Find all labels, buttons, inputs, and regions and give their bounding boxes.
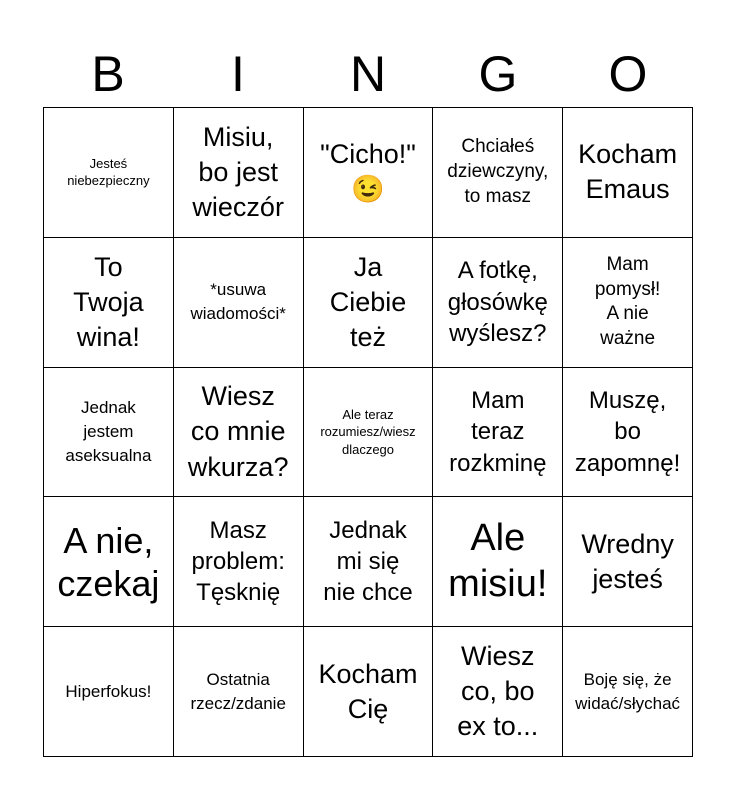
bingo-cell[interactable] — [563, 108, 693, 238]
cell-text: Ale teraz rozumiesz/wiesz dlaczego — [320, 406, 416, 457]
cell-text: To Twoja wina! — [73, 251, 144, 352]
bingo-cell[interactable] — [563, 497, 693, 627]
bingo-cell[interactable] — [563, 368, 693, 498]
bingo-cell[interactable] — [174, 368, 304, 498]
bingo-cell[interactable] — [563, 238, 693, 368]
cell-text: Masz problem: Tęsknię — [191, 517, 285, 607]
cell-text: Wredny jesteś — [581, 528, 674, 594]
cell-text: "Cicho!" 😉 — [320, 139, 416, 205]
cell-text: A nie, czekaj — [57, 519, 160, 604]
cell-text: Hiperfokus! — [65, 681, 152, 701]
bingo-cell[interactable] — [433, 238, 563, 368]
cell-text: Wiesz co mnie wkurza? — [187, 381, 289, 482]
cell-text: Ale misiu! — [448, 517, 548, 605]
bingo-cell[interactable] — [44, 238, 174, 368]
cell-text: Ostatnia rzecz/zdanie — [190, 669, 286, 713]
header-letter-n: N — [349, 46, 387, 102]
cell-text: Boję się, że widać/słychać — [575, 669, 681, 713]
bingo-cell[interactable] — [433, 497, 563, 627]
bingo-cell[interactable] — [174, 238, 304, 368]
bingo-cell[interactable] — [44, 627, 174, 757]
cell-text: Jednak jestem aseksualna — [65, 398, 152, 465]
header-letter-i: I — [231, 46, 245, 102]
bingo-cell[interactable] — [174, 497, 304, 627]
bingo-grid — [43, 107, 693, 757]
cell-text: Chciałeś dziewczyny, to masz — [447, 136, 549, 207]
cell-text: Mam pomysł! A nie ważne — [594, 253, 661, 349]
bingo-cell[interactable] — [304, 368, 434, 498]
bingo-cell[interactable] — [433, 627, 563, 757]
bingo-cell[interactable] — [433, 368, 563, 498]
bingo-cell[interactable] — [44, 368, 174, 498]
header-letter-b: B — [91, 46, 125, 102]
bingo-cell[interactable] — [174, 627, 304, 757]
cell-text: Jednak mi się nie chce — [323, 517, 413, 607]
header-letter-o: O — [608, 46, 648, 102]
bingo-cell[interactable] — [304, 627, 434, 757]
bingo-header — [43, 40, 693, 108]
cell-text: Wiesz co, bo ex to... — [457, 640, 539, 742]
header-letter-g: G — [478, 46, 518, 102]
bingo-cell[interactable] — [563, 627, 693, 757]
cell-text: Jesteś niebezpieczny — [67, 155, 150, 189]
bingo-cell[interactable] — [433, 108, 563, 238]
bingo-cell[interactable] — [304, 497, 434, 627]
cell-text: Ja Ciebie też — [329, 251, 407, 352]
cell-text: Mam teraz rozkminę — [449, 387, 547, 477]
bingo-cell[interactable] — [304, 108, 434, 238]
bingo-cell[interactable] — [44, 108, 174, 238]
cell-text: Kocham Emaus — [578, 139, 678, 205]
bingo-cell[interactable] — [174, 108, 304, 238]
cell-text: A fotkę, głosówkę wyślesz? — [447, 257, 548, 347]
bingo-cell[interactable] — [304, 238, 434, 368]
cell-text: Muszę, bo zapomnę! — [574, 387, 681, 477]
cell-text: Misiu, bo jest wieczór — [192, 121, 284, 222]
cell-text: *usuwa wiadomości* — [190, 280, 286, 324]
bingo-cell[interactable] — [44, 497, 174, 627]
cell-text: Kocham Cię — [318, 658, 418, 724]
